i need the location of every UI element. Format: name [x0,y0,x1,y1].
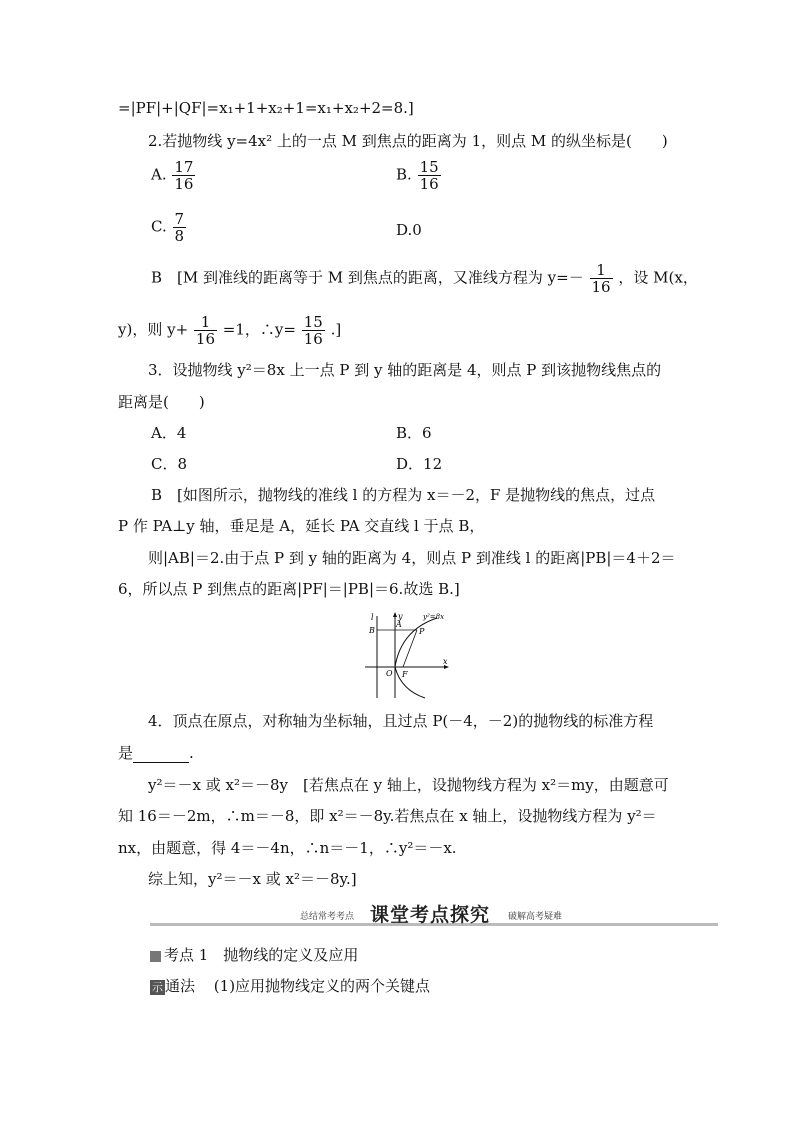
answer-text: ，设 M(x， [618,268,698,287]
section-marker-icon [150,951,161,962]
denominator: 16 [174,175,194,193]
y-axis-arrow [393,612,397,617]
q2-option-c [151,211,187,244]
option-label: B. [396,165,412,184]
stem-text: . [189,744,194,762]
method-text: (1)应用抛物线定义的两个关键点 [213,977,431,995]
question-2-stem [148,131,668,151]
option-text: C．8 [151,455,188,473]
label-p: P [419,627,425,636]
fraction [194,314,217,347]
question-3-stem-2 [118,392,205,412]
stem-text: 4．顶点在原点，对称轴为坐标轴，且过点 P(－4，－2)的抛物线的标准方程 [148,712,654,730]
numerator: 7 [174,210,185,228]
q2-option-d [396,220,422,240]
section-banner [150,900,718,926]
answer-text: =1，∴y= [222,320,296,339]
label-y: y [398,612,403,621]
label-a: A [396,620,402,629]
section-heading [150,945,358,965]
q2-answer-line-1 [151,262,698,295]
q3-option-c [151,454,187,474]
fraction [418,159,441,192]
option-label: C. [151,217,167,236]
q3-option-d [396,454,442,474]
q3-answer-1 [151,485,655,505]
option-text: B．6 [396,424,432,442]
q3-answer-4 [118,579,460,599]
numerator: 1 [194,314,217,331]
continuation-line [118,98,414,118]
denominator: 16 [195,330,216,348]
numerator: 15 [419,158,439,176]
stem-text: 3．设抛物线 y²＝8x 上一点 P 到 y 轴的距离是 4，则点 P 到该抛物线焦点的 [148,361,662,379]
segment-pf [403,630,417,667]
q2-option-b [396,159,442,192]
denominator: 16 [303,330,323,348]
answer-text: 则|AB|＝2.由于点 P 到 y 轴的距离为 4，则点 P 到准线 l 的距离|PB|＝4＋2＝ [148,549,676,567]
option-text: D.0 [396,221,422,239]
numerator: 1 [590,262,613,279]
answer-text: nx，由题意，得 4＝－4n，∴n＝－1，∴y²＝－x. [118,839,457,857]
label-eq: y²=8x [423,613,445,621]
fraction [173,211,187,244]
stem-text: 2.若抛物线 y=4x² 上的一点 M 到焦点的距离为 1，则点 M 的纵坐标是( ) [148,132,668,150]
answer-text: 6，所以点 P 到焦点的距离|PF|＝|PB|＝6.故选 B.] [118,580,460,598]
label-f: F [402,670,408,679]
option-label: A. [151,165,167,184]
answer-text: P 作 PA⊥y 轴，垂足是 A，延长 PA 交直线 l 于点 B， [118,517,485,535]
parabola-diagram [355,610,465,700]
fraction [302,314,325,347]
answer-text: .] [330,320,342,339]
banner-right-text: 破解高考疑难 [508,912,563,922]
q3-option-b [396,423,432,443]
q2-answer-line-2 [118,314,341,347]
label-l: l [371,613,374,622]
question-3-stem-1 [148,360,661,380]
answer-text: y)，则 y+ [118,320,189,339]
answer-text: B [如图所示，抛物线的准线 l 的方程为 x＝－2，F 是抛物线的焦点，过点 [151,486,656,504]
equation-text: =|PF|+|QF|=x₁+1+x₂+1=x₁+x₂+2=8.] [118,99,414,117]
banner-title: 课堂考点探究 [370,904,491,926]
label-o: O [386,669,393,678]
denominator: 8 [174,227,185,245]
answer-text: 综上知，y²＝－x 或 x²＝－8y.] [148,870,357,888]
q4-answer-4 [148,869,357,889]
option-text: A．4 [151,424,187,442]
option-text: D．12 [396,455,443,473]
q3-answer-3 [148,548,676,568]
label-x: x [443,657,448,666]
fraction [590,262,613,295]
method-label: 通法 [165,977,196,995]
denominator: 16 [419,175,439,193]
answer-blank[interactable] [133,748,189,763]
label-b: B [369,626,375,635]
q3-option-a [151,423,186,443]
stem-text: 是 [118,744,134,762]
q4-answer-1 [148,775,669,795]
question-4-stem-2 [118,743,194,763]
method-tag: 示 [152,981,163,994]
denominator: 16 [591,278,611,296]
question-4-stem-1 [148,711,653,731]
stem-text: 距离是( ) [118,393,205,411]
answer-text: B [M 到准线的距离等于 M 到焦点的距离，又准线方程为 y=－ [151,268,584,287]
section-title: 考点 1 抛物线的定义及应用 [164,946,359,964]
answer-text: y²＝－x 或 x²＝－8y [若焦点在 y 轴上，设抛物线方程为 x²＝my，由题意可 [148,776,669,794]
q2-option-a [151,159,196,192]
fraction [172,159,195,192]
q4-answer-3 [118,838,457,858]
answer-text: 知 16＝－2m，∴m＝－8，即 x²＝－8y.若焦点在 x 轴上，设抛物线方程为 y²＝ [118,807,657,825]
method-line [150,976,430,996]
numerator: 15 [303,313,323,331]
banner-left-text: 总结常考考点 [300,912,355,922]
q3-answer-2 [118,516,484,536]
parabola-figure [355,610,465,700]
numerator: 17 [174,158,194,176]
q4-answer-2 [118,806,657,826]
